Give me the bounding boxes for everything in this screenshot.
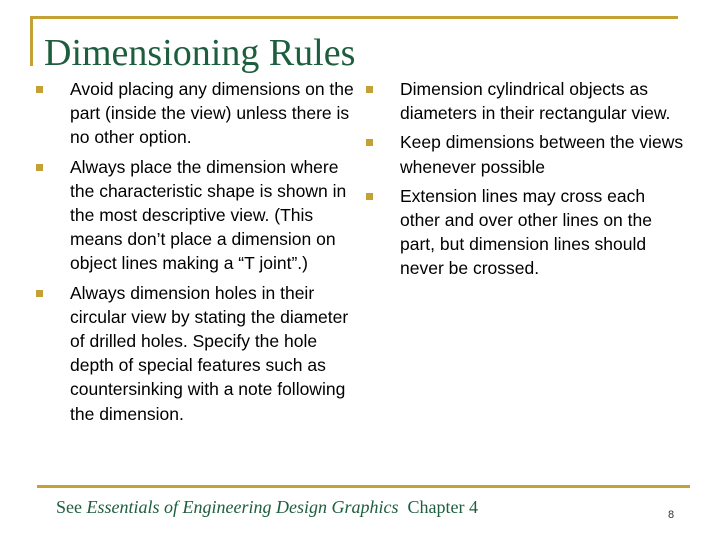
bullet-item [366, 184, 686, 281]
bottom-rule [37, 485, 690, 488]
square-bullet-icon [36, 164, 43, 171]
bullet-text: Extension lines may cross each other and over other lines on the part, but dimension lines should never be crossed. [400, 185, 652, 279]
square-bullet-icon [36, 86, 43, 93]
bullet-text: Avoid placing any dimensions on the part (inside the view) unless there is no other option. [70, 79, 354, 148]
square-bullet-icon [36, 290, 43, 297]
bullet-item [36, 281, 356, 426]
left-rule [30, 16, 33, 66]
page-number: 8 [668, 509, 675, 521]
bullet-text: Dimension cylindrical objects as diameters in their rectangular view. [400, 79, 671, 124]
footer-book-title: Essentials of Engineering Design Graphics [86, 497, 399, 517]
footer-reference [56, 497, 478, 518]
slide-title: Dimensioning Rules [44, 32, 356, 74]
bullet-text: Always place the dimension where the characteristic shape is shown in the most descriptive view. (This means don’t place a dimension on object lines making a “T joint”.) [70, 156, 347, 274]
square-bullet-icon [366, 86, 373, 93]
bullet-text: Always dimension holes in their circular view by stating the diameter of drilled holes. Specify the hole depth of special features such as countersinking with a note following the dimension. [70, 282, 349, 424]
square-bullet-icon [366, 139, 373, 146]
bullet-item [36, 155, 356, 276]
footer-chapter: Chapter 4 [407, 497, 478, 517]
right-column [366, 77, 686, 286]
bullet-item [366, 77, 686, 125]
bullet-item [366, 130, 686, 178]
bullet-text: Keep dimensions between the views whenever possible [400, 132, 684, 177]
footer-see: See [56, 497, 82, 517]
left-column [36, 77, 356, 431]
square-bullet-icon [366, 193, 373, 200]
bullet-item [36, 77, 356, 150]
top-rule [30, 16, 678, 19]
